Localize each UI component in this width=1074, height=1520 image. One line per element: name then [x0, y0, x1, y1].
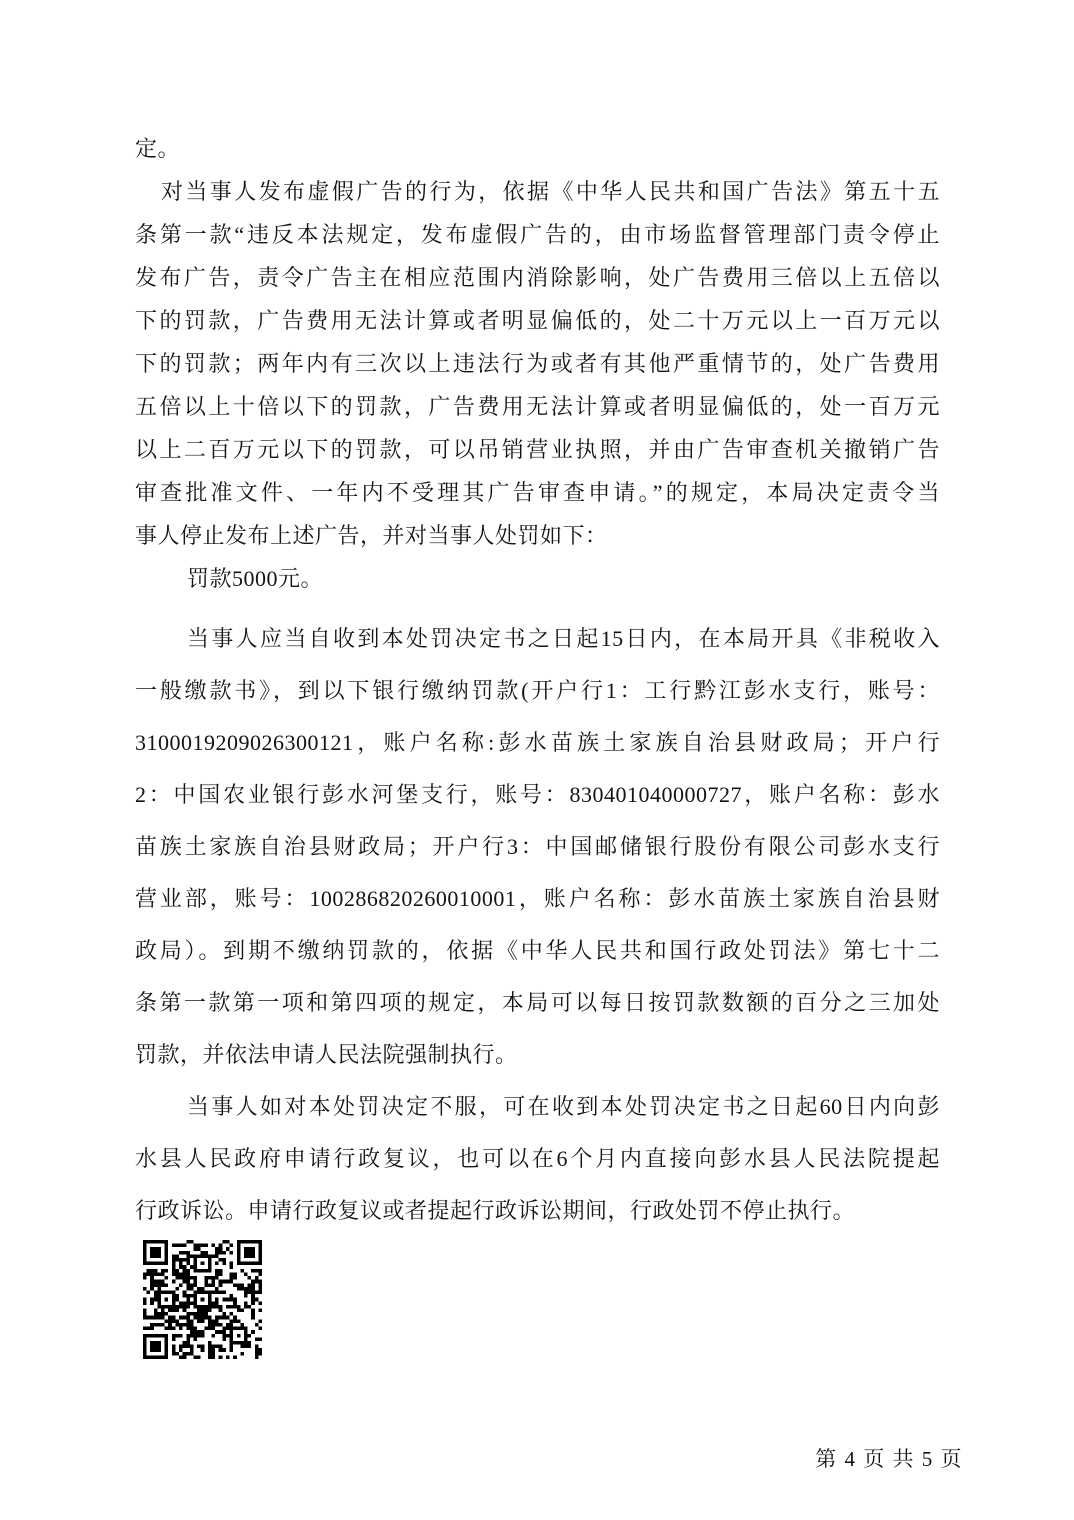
text-line: 3100019209026300121，账户名称:彭水苗族土家族自治县财政局；开户行 [135, 730, 940, 755]
qr-code [143, 1240, 262, 1359]
paragraph [135, 170, 940, 557]
text-line: 一般缴款书》，到以下银行缴纳罚款(开户行1：工行黔江彭水支行，账号： [135, 678, 940, 703]
text-line: 苗族土家族自治县财政局；开户行3：中国邮储银行股份有限公司彭水支行 [135, 834, 940, 859]
text-line: 审查批准文件、一年内不受理其广告审查申请。”的规定，本局决定责令当 [135, 480, 940, 505]
text-line: 罚款，并依法申请人民法院强制执行。 [135, 1042, 518, 1067]
text-line: 行政诉讼。申请行政复议或者提起行政诉讼期间，行政处罚不停止执行。 [135, 1198, 856, 1223]
text-line: 当事人如对本处罚决定不服，可在收到本处罚决定书之日起60日内向彭 [187, 1094, 940, 1119]
paragraph [135, 557, 940, 600]
text-line: 对当事人发布虚假广告的行为，依据《中华人民共和国广告法》第五十五 [161, 179, 940, 204]
text-line: 当事人应当自收到本处罚决定书之日起15日内，在本局开具《非税收入 [187, 626, 940, 651]
text-line: 下的罚款，广告费用无法计算或者明显偏低的，处二十万元以上一百万元以 [135, 308, 940, 333]
paragraph [135, 613, 940, 1081]
text-line: 事人停止发布上述广告，并对当事人处罚如下： [135, 523, 608, 548]
text-line: 下的罚款；两年内有三次以上违法行为或者有其他严重情节的，处广告费用 [135, 351, 940, 376]
text-line: 条第一款“违反本法规定，发布虚假广告的，由市场监督管理部门责令停止 [135, 222, 940, 247]
text-line: 五倍以上十倍以下的罚款，广告费用无法计算或者明显偏低的，处一百万元 [135, 394, 940, 419]
text-line: 营业部，账号：100286820260010001，账户名称：彭水苗族土家族自治县财 [135, 886, 940, 911]
text-line: 条第一款第一项和第四项的规定，本局可以每日按罚款数额的百分之三加处 [135, 990, 940, 1015]
text-line: 发布广告，责令广告主在相应范围内消除影响，处广告费用三倍以上五倍以 [135, 265, 940, 290]
text-line: 定。 [135, 136, 181, 161]
paragraph [135, 127, 940, 170]
text-line: 以上二百万元以下的罚款，可以吊销营业执照，并由广告审查机关撤销广告 [135, 437, 940, 462]
text-line: 罚款5000元。 [187, 566, 324, 591]
text-line: 政局）。到期不缴纳罚款的，依据《中华人民共和国行政处罚法》第七十二 [135, 938, 940, 963]
paragraph [135, 1081, 940, 1237]
text-line: 水县人民政府申请行政复议，也可以在6个月内直接向彭水县人民法院提起 [135, 1146, 940, 1171]
text-line: 2：中国农业银行彭水河堡支行，账号：830401040000727，账户名称：彭水 [135, 782, 940, 807]
page-number: 第 4 页 共 5 页 [815, 1447, 963, 1471]
document-body [135, 127, 940, 1237]
